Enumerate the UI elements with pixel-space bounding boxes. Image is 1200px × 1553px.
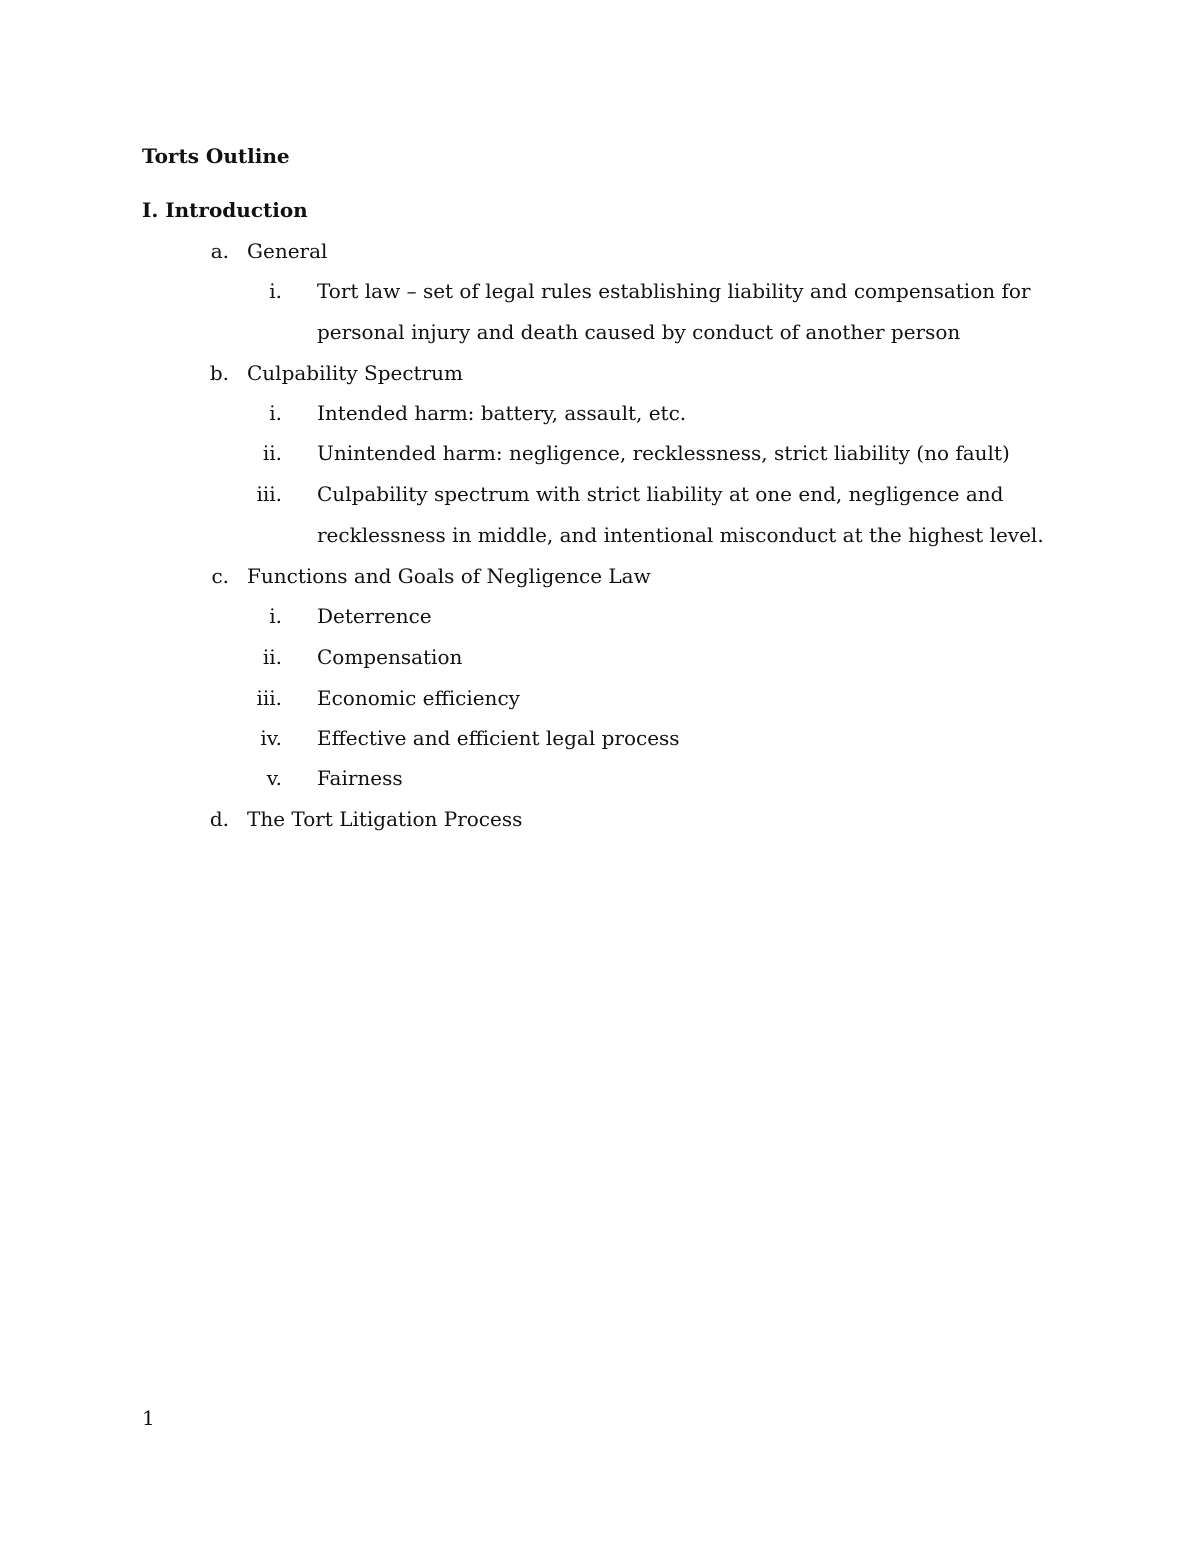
outline-subitem-line: personal injury and death caused by conduct of another person: [317, 320, 961, 344]
outline-item-label: General: [247, 239, 328, 263]
outline-submarker: v.: [266, 766, 282, 790]
outline-subitem-line: Economic efficiency: [317, 686, 520, 710]
outline-marker: a.: [210, 239, 229, 263]
outline-item-label: The Tort Litigation Process: [247, 807, 523, 831]
outline-subitem-line: Unintended harm: negligence, recklessness, strict liability (no fault): [317, 441, 1010, 465]
outline-marker: b.: [209, 361, 229, 385]
outline-subitem-line: Deterrence: [317, 604, 432, 628]
outline-item-label: Culpability Spectrum: [247, 361, 463, 385]
outline-subitem-line: Effective and efficient legal process: [317, 726, 680, 750]
outline-submarker: iii.: [256, 482, 282, 506]
outline-submarker: iv.: [260, 726, 282, 750]
outline-marker: c.: [211, 564, 229, 588]
outline-submarker: ii.: [262, 645, 282, 669]
outline-marker: d.: [209, 807, 229, 831]
outline-subitem-line: recklessness in middle, and intentional misconduct at the highest level.: [317, 523, 1044, 547]
outline-submarker: i.: [269, 604, 282, 628]
outline-subitem-line: Culpability spectrum with strict liability at one end, negligence and: [317, 482, 1004, 506]
outline-submarker: i.: [269, 401, 282, 425]
outline-subitem-line: Tort law – set of legal rules establishing liability and compensation for: [317, 279, 1031, 303]
section-heading: I. Introduction: [142, 198, 308, 222]
outline-subitem-line: Fairness: [317, 766, 403, 790]
page-number: 1: [142, 1406, 155, 1430]
document-title: Torts Outline: [142, 144, 290, 168]
outline-item-label: Functions and Goals of Negligence Law: [247, 564, 651, 588]
outline-subitem-line: Intended harm: battery, assault, etc.: [317, 401, 687, 425]
outline-subitem-line: Compensation: [317, 645, 463, 669]
outline-submarker: iii.: [256, 686, 282, 710]
outline-submarker: ii.: [262, 441, 282, 465]
outline-submarker: i.: [269, 279, 282, 303]
